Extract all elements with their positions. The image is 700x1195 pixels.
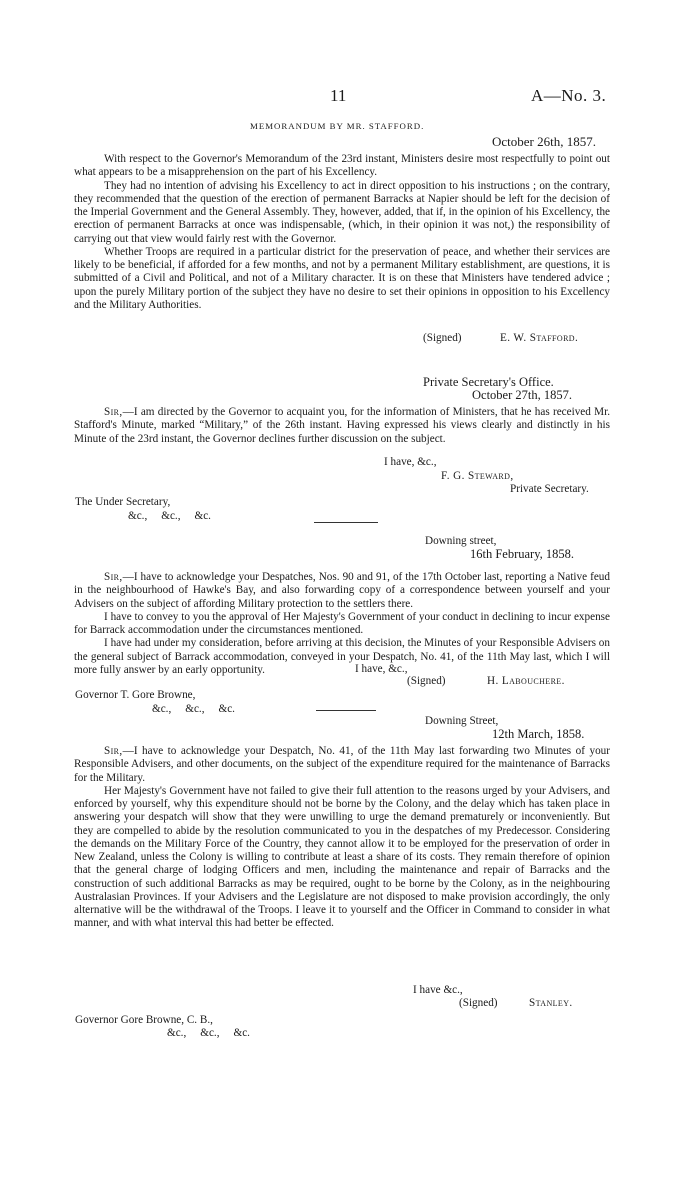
memo-signatory: E. W. Stafford. (500, 332, 579, 344)
letter3-paragraph (74, 745, 610, 785)
letter1-closing: I have, &c., (384, 456, 437, 468)
letter2-salutation: Sir, (104, 571, 123, 583)
letter1-paragraph (74, 406, 610, 446)
letter2-text: —I have to acknowledge your Despatches, Nos. 90 and 91, of the 17th October last, reporting a Native feud in the neighbourhood of Hawke's Bay, and also forwarding copy of a correspondence between yourself and your Advisers on the subject of affording Military protection to the settlers there. (74, 571, 610, 610)
letter3-signatory: Stanley. (529, 997, 573, 1009)
memo-date: October 26th, 1857. (492, 134, 596, 149)
letter3-text: —I have to acknowledge your Despatch, No. 41, of the 11th May last forwarding two Minutes of your Responsible Advisers, and other documents, on the subject of the expenditure required for the maintenance of Barracks for the Military. (74, 745, 610, 784)
letter2-signed-label: (Signed) (407, 675, 446, 687)
letter2-date: 16th February, 1858. (470, 547, 575, 561)
memo-paragraph: With respect to the Governor's Memorandum of the 23rd instant, Ministers desire most respectfully to point out what appears to be a misapprehension on the part of his Excellency. (74, 153, 610, 179)
letter1-office: Private Secretary's Office. (423, 375, 554, 389)
letter1-salutation: Sir, (104, 406, 123, 418)
document-reference: A—No. 3. (531, 86, 607, 105)
letter3-closing: I have &c., (413, 984, 463, 996)
memo-signed-label: (Signed) (423, 332, 462, 344)
memo-paragraph: They had no intention of advising his Excellency to act in direct opposition to his instructions ; on the contrary, they recommended that the question of the erection of permanent Barracks at Napier should be left for the decision of the Imperial Government and the General Assembly. They, however, added, that if, in the opinion of his Excellency, the erection of permanent Barracks at once was indispensable, (which, in their opinion it was not,) the responsibility of carrying out that view would fairly rest with the Governor. (74, 179, 610, 245)
letter1-body (74, 406, 610, 446)
letter3-salutation: Sir, (104, 745, 123, 757)
letter1-date: October 27th, 1857. (472, 388, 572, 402)
letter3-signed-label: (Signed) (459, 997, 498, 1009)
letter1-addressee-etc: &c., &c., &c. (128, 510, 211, 522)
memo-title: MEMORANDUM BY MR. STAFFORD. (250, 121, 425, 131)
memo-paragraph: Whether Troops are required in a particular district for the preservation of peace, and whether their services are likely to be beneficial, if afforded for a few months, and not by a permanent Military establishment, are questions, it is submitted of a Civil and Political, and not of a Military character. It is on these that Ministers have tendered advice ; upon the purely Military portion of the subject they have no desire to set their opinions in opposition to his Excellency and the Military Authorities. (74, 245, 610, 311)
letter3-location: Downing Street, (425, 715, 499, 727)
letter2-location: Downing street, (425, 535, 497, 547)
letter2-paragraph (74, 571, 610, 611)
letter2-paragraph: I have had under my consideration, before arriving at this decision, the Minutes of your Responsible Advisers on the general subject of Barrack accommodation, conveyed in your Despatch, No. 41, of the 11th May last, which I will more fully answer by an early opportunity. (74, 637, 610, 676)
letter2-signatory: H. Labouchere. (487, 675, 565, 687)
letter2-body (74, 571, 610, 677)
memo-body (74, 153, 610, 312)
section-divider (314, 522, 378, 523)
letter3-addressee: Governor Gore Browne, C. B., (75, 1014, 213, 1026)
letter3-paragraph: Her Majesty's Government have not failed to give their full attention to the reasons urged by your Advisers, and enforced by yourself, why this expenditure should not be borne by the Colony, and the delay which has taken place in answering your despatch will show that they were unwilling to urge the demand prematurely or inconveniently. But they are compelled to abide by the resolution communicated to you in the despatches of my Predecessor. Considering the demands on the Military Force of the Country, they cannot allow it to be employed for the preservation of order in New Zealand, unless the Colony is willing to contribute at least a share of its costs. They remain therefore of opinion that the general charge of lodging Officers and men, including the maintenance and repair of Barracks and the construction of such additional Barracks as may be required, ought to be borne by the Colony, as in the neighbouring Australasian Provinces. If your Advisers and the Legislature are not disposed to make provision accordingly, the only alternative will be the withdrawal of the Troops. I leave it to yourself and the Officer in Command to consider in what manner, and with what interval this had better be effected. (74, 784, 610, 930)
letter1-addressee: The Under Secretary, (75, 496, 171, 508)
letter2-closing: I have, &c., (355, 663, 408, 675)
page-number: 11 (330, 86, 347, 105)
letter1-signatory-title: Private Secretary. (510, 483, 589, 495)
letter2-addressee: Governor T. Gore Browne, (75, 689, 196, 701)
letter1-text: —I am directed by the Governor to acquaint you, for the information of Ministers, that he has received Mr. Stafford's Minute, marked “Military,” of the 26th instant. Having expressed his views clearly and distinctly in his Minute of the 23rd instant, the Governor declines further discussion on the subject. (74, 406, 610, 445)
section-divider (316, 710, 376, 711)
letter1-signatory: F. G. Steward, (441, 470, 514, 482)
letter3-body (74, 745, 610, 931)
letter3-date: 12th March, 1858. (492, 727, 585, 741)
letter3-addressee-etc: &c., &c., &c. (167, 1027, 250, 1039)
letter2-paragraph: I have to convey to you the approval of Her Majesty's Government of your conduct in declining to incur expense for Barrack accommodation under the circumstances mentioned. (74, 610, 610, 636)
letter2-addressee-etc: &c., &c., &c. (152, 703, 235, 715)
